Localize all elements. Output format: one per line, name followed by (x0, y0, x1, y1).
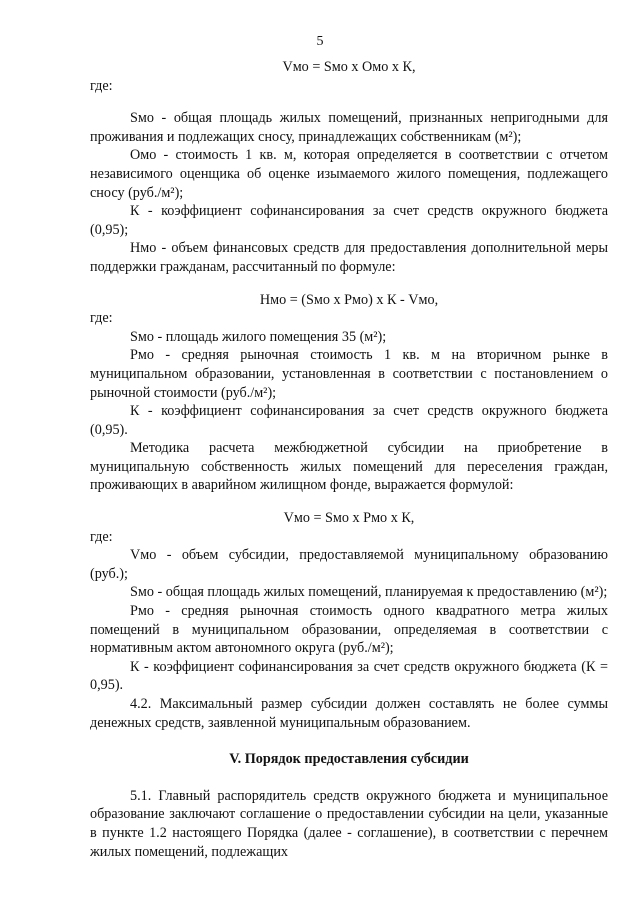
page-number: 5 (316, 34, 324, 49)
definition-s-2: Sмо - площадь жилого помещения 35 (м²); (130, 328, 387, 345)
where-label-1: где: (90, 77, 113, 94)
where-label-3: где: (90, 528, 113, 545)
formula-1: Vмо = Sмо х Омо х К, (282, 59, 416, 75)
definition-p-2: Рмо - средняя рыночная стоимость 1 кв. м на вторичном рынке в муниципальном образовании, установленная в соответствии с постановлением о рыночной стоимости (руб./м²); (90, 347, 608, 401)
definition-p-3: Рмо - средняя рыночная стоимость одного квадратного метра жилых помещений в муниципальном образовании, определяемая в соответствии с нормативным актом автономного округа (руб./м²); (90, 603, 608, 657)
definition-s-3: Sмо - общая площадь жилых помещений, планируемая к предоставлению (м²); (130, 584, 608, 601)
paragraph-5-1: 5.1. Главный распорядитель средств окружного бюджета и муниципальное образование заключают соглашение о предоставлении субсидии на цели, указанные в пункте 1.2 настоящего Порядка (далее - соглашение), в соответствии с перечнем жилых помещений, подлежащих (90, 787, 608, 860)
definition-k-1: К - коэффициент софинансирования за счет средств окружного бюджета (0,95); (90, 203, 608, 238)
definition-k-3: К - коэффициент софинансирования за счет средств окружного бюджета (К = 0,95). (90, 658, 608, 694)
definition-n-1: Нмо - объем финансовых средств для предоставления дополнительной меры поддержки гражданам, рассчитанный по формуле: (90, 240, 608, 275)
formula-2: Нмо = (Sмо х Рмо) х К - Vмо, (259, 291, 439, 308)
where-label-2: где: (90, 310, 113, 327)
page-body (90, 58, 608, 861)
definition-s-1: Sмо - общая площадь жилых помещений, признанных непригодными для проживания и подлежащих сносу, принадлежащих собственникам (м²); (90, 110, 608, 145)
definition-k-2: К - коэффициент софинансирования за счет средств окружного бюджета (0,95). (90, 403, 608, 438)
definition-o-1: Омо - стоимость 1 кв. м, которая определяется в соответствии с отчетом независимого оценщика об оценке изымаемого жилого помещения, подлежащего сносу (руб./м²); (90, 147, 608, 201)
formula-3: Vмо = Sмо х Рмо х К, (283, 510, 415, 527)
section-heading: V. Порядок предоставления субсидии (229, 751, 469, 768)
paragraph-4-2: 4.2. Максимальный размер субсидии должен составлять не более суммы денежных средств, заявленной муниципальным образованием. (90, 696, 608, 731)
definition-v-3: Vмо - объем субсидии, предоставляемой муниципальному образованию (руб.); (90, 547, 608, 582)
method-paragraph: Методика расчета межбюджетной субсидии на приобретение в муниципальную собственность жилых помещений для переселения граждан, проживающих в аварийном жилищном фонде, выражается формулой: (90, 440, 608, 494)
